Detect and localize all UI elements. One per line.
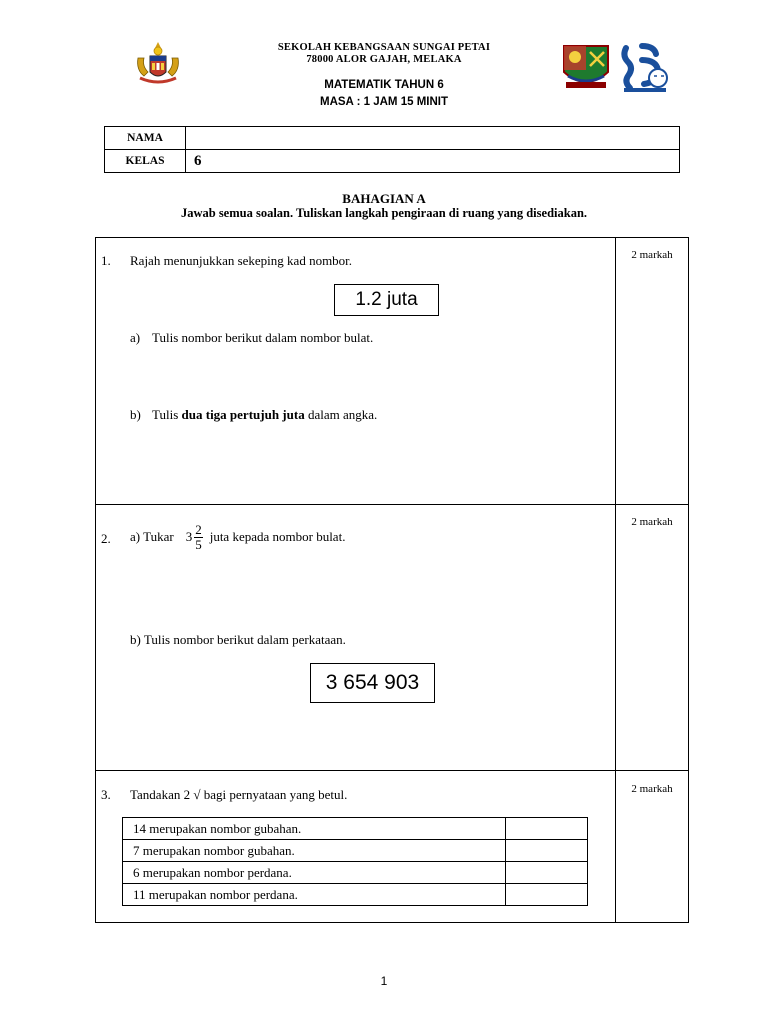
page-number: 1 <box>380 974 388 988</box>
mixed-number-whole: 3 <box>185 529 193 544</box>
question-2a-text: a) Tukar 3 $\frac{2}{5}$ juta kepada nombor bulat. <box>130 521 346 552</box>
question-2b-text: b) Tulis nombor berikut dalam perkataan. <box>130 632 346 647</box>
question-1-box <box>95 237 689 505</box>
statement-text: 6 merupakan nombor perdana. <box>123 862 506 884</box>
question-1b-bold-phrase: dua tiga pertujuh juta <box>181 407 305 422</box>
question-3-marks: 2 markah <box>631 783 673 795</box>
mixed-number-fraction <box>194 523 203 552</box>
question-2-marks: 2 markah <box>631 516 673 528</box>
statement-text: 11 merupakan nombor perdana. <box>123 884 506 906</box>
section-title: BAHAGIAN A <box>342 191 426 206</box>
school-address: 78000 ALOR GAJAH, MELAKA <box>306 54 462 65</box>
table-row <box>123 862 588 884</box>
exam-duration: MASA : 1 JAM 15 MINIT <box>319 96 448 108</box>
marks-column-divider <box>615 237 616 923</box>
class-label: KELAS <box>105 150 186 173</box>
section-instruction: Jawab semua soalan. Tuliskan langkah pengiraan di ruang yang disediakan. <box>180 206 588 220</box>
subject-title: MATEMATIK TAHUN 6 <box>324 79 444 91</box>
tick-box[interactable] <box>506 884 588 906</box>
class-field[interactable]: 6 <box>186 150 680 173</box>
question-1-number: 1. <box>101 253 111 268</box>
question-1-marks: 2 markah <box>631 249 673 261</box>
table-row <box>123 884 588 906</box>
statement-table <box>122 817 588 906</box>
fraction-numerator: 2 <box>195 521 202 537</box>
tick-box[interactable] <box>506 862 588 884</box>
question-1a-text: Tulis nombor berikut dalam nombor bulat. <box>152 330 374 345</box>
fraction-denominator: 5 <box>195 536 202 552</box>
tick-box[interactable] <box>506 840 588 862</box>
table-row <box>123 840 588 862</box>
question-2-number-card: 3 654 903 <box>310 663 435 703</box>
name-label: NAMA <box>105 127 186 150</box>
name-field[interactable] <box>186 127 680 150</box>
question-3-stem: Tandakan 2 √ bagi pernyataan yang betul. <box>130 787 348 802</box>
statement-text: 7 merupakan nombor gubahan. <box>123 840 506 862</box>
question-3-number: 3. <box>101 787 111 802</box>
question-1b-label: b) <box>130 407 141 422</box>
question-1-stem: Rajah menunjukkan sekeping kad nombor. <box>130 253 353 268</box>
question-1a-label: a) <box>130 330 141 345</box>
question-1b-text: Tulis dua tiga pertujuh juta dalam angka. <box>152 407 378 422</box>
question-1-number-card: 1.2 juta <box>334 284 439 316</box>
table-row <box>123 818 588 840</box>
statement-text: 14 merupakan nombor gubahan. <box>123 818 506 840</box>
tick-box[interactable] <box>506 818 588 840</box>
question-2-number: 2. <box>101 531 111 546</box>
student-info-table <box>104 126 680 173</box>
school-name: SEKOLAH KEBANGSAAN SUNGAI PETAI <box>277 42 491 53</box>
